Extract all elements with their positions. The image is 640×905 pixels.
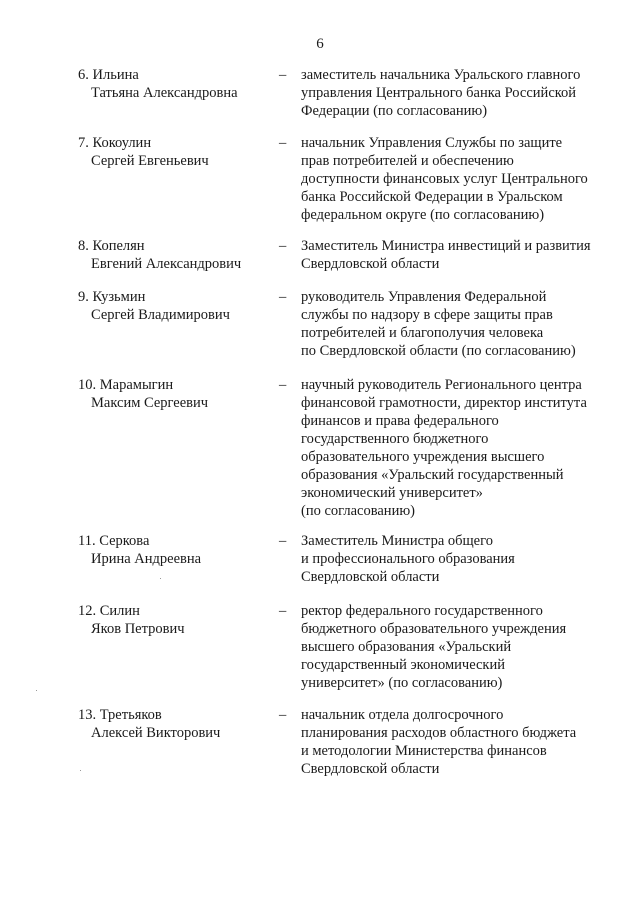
- member-name: [78, 237, 268, 273]
- position-description: заместитель начальника Уральского главного управления Центрального банка Российской Федерации (по согласованию): [301, 67, 581, 119]
- given-names: Евгений Александрович: [91, 256, 242, 272]
- entry-number: 6.: [78, 67, 89, 83]
- position-description: начальник Управления Службы по защите прав потребителей и обеспечению доступности финансовых услуг Центрального банка Российской Федерации в Уральском федеральном округе (по согласованию): [301, 135, 588, 223]
- member-name: [78, 66, 268, 102]
- dash-separator: –: [279, 377, 287, 393]
- dash-separator: –: [279, 238, 287, 254]
- entry-number: 10.: [78, 377, 97, 393]
- entry-number: 12.: [78, 603, 97, 619]
- page-number: 6: [316, 36, 324, 52]
- surname: Третьяков: [99, 707, 162, 723]
- given-names: Ирина Андреевна: [91, 551, 202, 567]
- position-description: руководитель Управления Федеральной службы по надзору в сфере защиты прав потребителей и благополучия человека по Свердловской области (по согласованию): [301, 289, 576, 359]
- position-description: Заместитель Министра общего и профессионального образования Свердловской области: [301, 533, 515, 585]
- dash-separator: –: [279, 289, 287, 305]
- dash-separator: –: [279, 533, 287, 549]
- member-name: [78, 602, 268, 638]
- entry-number: 11.: [78, 533, 96, 549]
- surname: Силин: [99, 603, 140, 619]
- dash-separator: –: [279, 135, 287, 151]
- scan-speck: [160, 578, 161, 579]
- dash-separator: –: [279, 603, 287, 619]
- surname: Кокоулин: [92, 135, 152, 151]
- given-names: Татьяна Александровна: [91, 85, 238, 101]
- entry-number: 8.: [78, 238, 89, 254]
- member-name: [78, 134, 268, 170]
- surname: Марамыгин: [99, 377, 174, 393]
- scan-speck: [36, 690, 37, 691]
- entry-number: 13.: [78, 707, 97, 723]
- member-name: [78, 706, 268, 742]
- given-names: Яков Петрович: [91, 621, 185, 637]
- scan-speck: [80, 770, 81, 771]
- surname: Ильина: [92, 67, 139, 83]
- surname: Копелян: [92, 238, 145, 254]
- dash-separator: –: [279, 67, 287, 83]
- member-name: [78, 532, 268, 568]
- position-description: научный руководитель Регионального центра финансовой грамотности, директор института финансов и права федерального государственного бюджетного образовательного учреждения высшего образования «Уральский государственный экономический университет» (по согласованию): [301, 377, 587, 519]
- dash-separator: –: [279, 707, 287, 723]
- position-description: Заместитель Министра инвестиций и развития Свердловской области: [301, 238, 591, 272]
- surname: Кузьмин: [92, 289, 146, 305]
- given-names: Сергей Евгеньевич: [91, 153, 209, 169]
- entry-number: 7.: [78, 135, 89, 151]
- given-names: Максим Сергеевич: [91, 395, 209, 411]
- member-name: [78, 376, 268, 412]
- surname: Серкова: [99, 533, 150, 549]
- member-name: [78, 288, 268, 324]
- entry-number: 9.: [78, 289, 89, 305]
- given-names: Алексей Викторович: [91, 725, 221, 741]
- given-names: Сергей Владимирович: [91, 307, 230, 323]
- position-description: начальник отдела долгосрочного планирования расходов областного бюджета и методологии Министерства финансов Свердловской области: [301, 707, 577, 777]
- position-description: ректор федерального государственного бюджетного образовательного учреждения высшего образования «Уральский государственный экономический университет» (по согласованию): [301, 603, 567, 691]
